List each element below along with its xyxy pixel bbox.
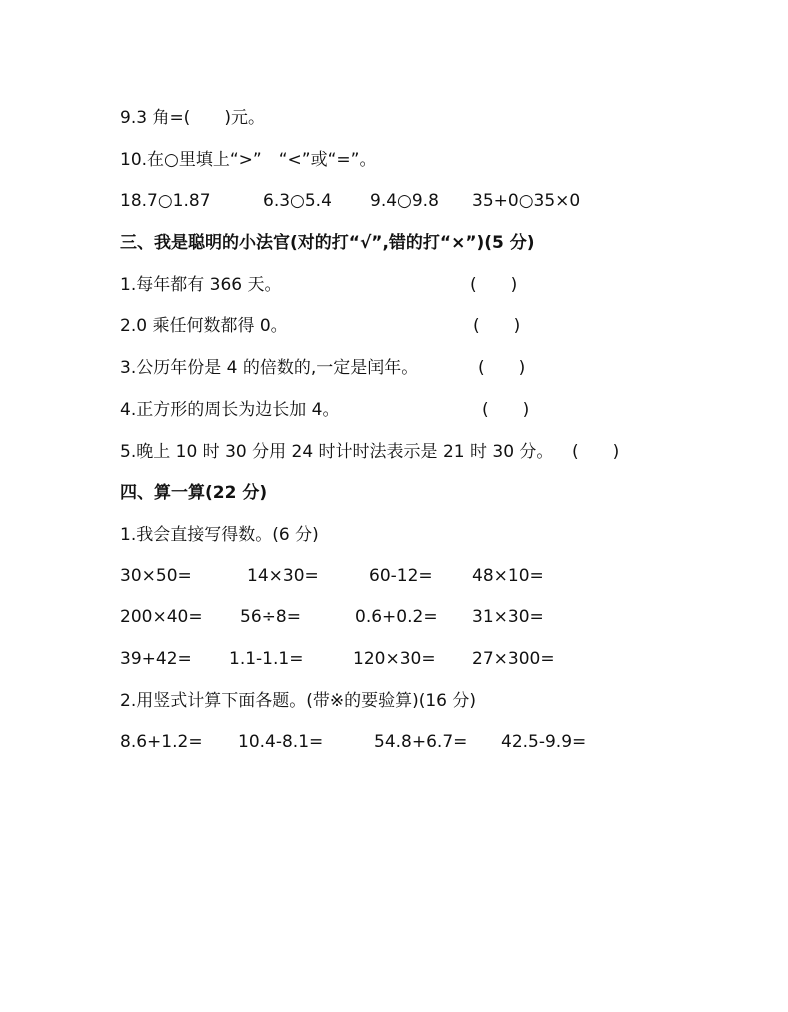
- calc-item: 30×50=: [120, 566, 192, 586]
- section4-heading: 四、算一算(22 分): [120, 483, 268, 503]
- calc-item: 1.1-1.1=: [229, 649, 304, 669]
- compare-item: 35+0○35×0: [472, 191, 581, 211]
- answer-bracket: ( ): [478, 358, 526, 378]
- judge-text: 4.正方形的周长为边长加 4。: [120, 400, 340, 420]
- calc-item: 200×40=: [120, 607, 203, 627]
- answer-bracket: ( ): [482, 400, 530, 420]
- judge-text: 3.公历年份是 4 的倍数的,一定是闰年。: [120, 358, 419, 378]
- calc-item: 27×300=: [472, 649, 555, 669]
- judge-text: 5.晚上 10 时 30 分用 24 时计时法表示是 21 时 30 分。: [120, 442, 554, 462]
- calc-item: 8.6+1.2=: [120, 732, 203, 752]
- section3-heading: 三、我是聪明的小法官(对的打“√”,错的打“×”)(5 分): [120, 233, 535, 253]
- question-9: 9.3 角=( )元。: [120, 108, 265, 128]
- calc-item: 10.4-8.1=: [238, 732, 324, 752]
- calc-item: 60-12=: [369, 566, 433, 586]
- answer-bracket: ( ): [473, 316, 521, 336]
- calc-item: 14×30=: [247, 566, 319, 586]
- answer-bracket: ( ): [470, 275, 518, 295]
- calc-item: 48×10=: [472, 566, 544, 586]
- compare-item: 6.3○5.4: [263, 191, 332, 211]
- calc-item: 31×30=: [472, 607, 544, 627]
- part1-title: 1.我会直接写得数。(6 分): [120, 525, 319, 545]
- calc-item: 0.6+0.2=: [355, 607, 438, 627]
- compare-item: 9.4○9.8: [370, 191, 439, 211]
- calc-item: 42.5-9.9=: [501, 732, 587, 752]
- calc-item: 120×30=: [353, 649, 436, 669]
- calc-item: 39+42=: [120, 649, 192, 669]
- compare-item: 18.7○1.87: [120, 191, 211, 211]
- calc-item: 56÷8=: [240, 607, 301, 627]
- judge-text: 1.每年都有 366 天。: [120, 275, 282, 295]
- question-10: 10.在○里填上“>” “<”或“=”。: [120, 150, 377, 170]
- part2-title: 2.用竖式计算下面各题。(带※的要验算)(16 分): [120, 691, 477, 711]
- judge-text: 2.0 乘任何数都得 0。: [120, 316, 288, 336]
- calc-item: 54.8+6.7=: [374, 732, 468, 752]
- answer-bracket: ( ): [572, 442, 620, 462]
